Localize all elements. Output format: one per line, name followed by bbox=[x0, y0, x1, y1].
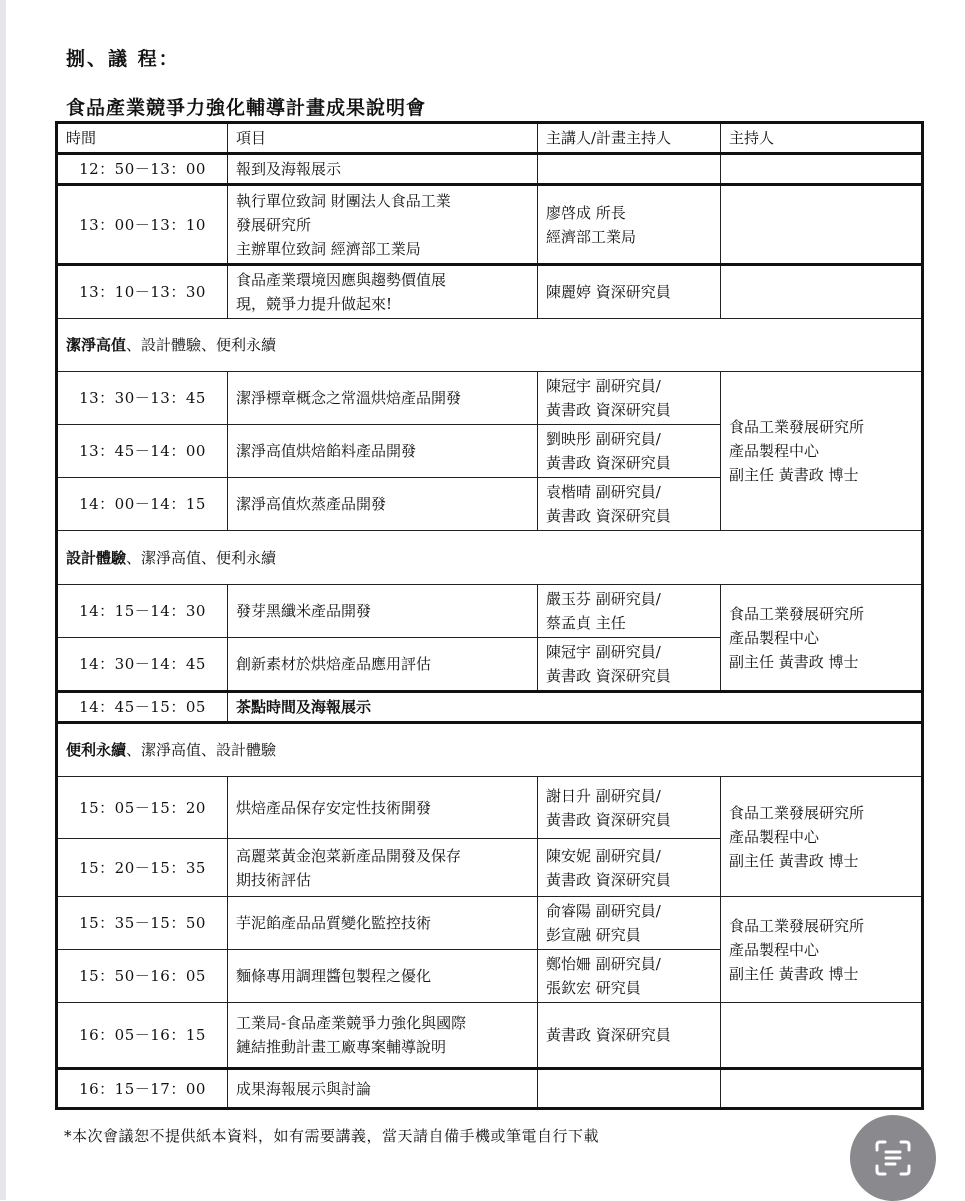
host-line: 副主任 黃書政 博士 bbox=[729, 964, 859, 983]
row-time: 13：30－13：45 bbox=[57, 372, 228, 425]
speaker-line: 鄭怡姍 副研究員/ bbox=[546, 955, 661, 973]
table-row bbox=[57, 372, 923, 425]
section-row-sustainability bbox=[57, 723, 923, 777]
host-line: 副主任 黃書政 博士 bbox=[729, 851, 859, 870]
row-speaker bbox=[538, 154, 721, 185]
row-time: 13：45－14：00 bbox=[57, 425, 228, 478]
section-label bbox=[57, 723, 923, 777]
section-row-clean-value bbox=[57, 319, 923, 372]
row-time: 12：50－13：00 bbox=[57, 154, 228, 185]
table-row bbox=[57, 777, 923, 839]
row-time: 14：15－14：30 bbox=[57, 585, 228, 638]
item-line: 食品產業環境因應與趨勢價值展 bbox=[236, 271, 447, 289]
speaker-line: 陳冠宇 副研究員/ bbox=[546, 643, 661, 661]
row-item: 報到及海報展示 bbox=[228, 154, 538, 185]
host-line: 產品製程中心 bbox=[729, 940, 820, 959]
speaker-line: 袁楷晴 副研究員/ bbox=[546, 483, 661, 501]
section-label-rest: 、潔淨高值、便利永續 bbox=[126, 548, 277, 567]
row-item bbox=[228, 265, 538, 319]
row-host bbox=[721, 777, 923, 897]
agenda-table bbox=[55, 121, 924, 1110]
row-time: 14：45－15：05 bbox=[57, 692, 228, 723]
row-host bbox=[721, 154, 923, 185]
section-label-strong: 便利永續 bbox=[66, 741, 127, 759]
row-speaker bbox=[538, 1069, 721, 1109]
item-line: 發展研究所 bbox=[236, 215, 312, 234]
table-row bbox=[57, 154, 923, 185]
row-speaker bbox=[538, 425, 721, 478]
row-speaker: 陳麗婷 資深研究員 bbox=[538, 265, 721, 319]
row-speaker bbox=[538, 638, 721, 692]
host-line: 產品製程中心 bbox=[729, 628, 820, 647]
row-item: 創新素材於烘焙產品應用評估 bbox=[228, 638, 538, 692]
row-speaker bbox=[538, 372, 721, 425]
row-speaker bbox=[538, 897, 721, 950]
header-item: 項目 bbox=[228, 123, 538, 154]
speaker-line: 陳冠宇 副研究員/ bbox=[546, 377, 661, 395]
row-host bbox=[721, 265, 923, 319]
final-row bbox=[57, 1069, 923, 1109]
speaker-line: 經濟部工業局 bbox=[546, 227, 637, 246]
speaker-line: 黃書政 資深研究員 bbox=[546, 401, 671, 419]
row-host bbox=[721, 897, 923, 1003]
section-label-strong: 設計體驗 bbox=[66, 548, 127, 567]
row-time: 15：35－15：50 bbox=[57, 897, 228, 950]
row-item: 成果海報展示與討論 bbox=[228, 1069, 538, 1109]
row-speaker bbox=[538, 950, 721, 1003]
break-row bbox=[57, 692, 923, 723]
item-line: 高麗菜黃金泡菜新產品開發及保存 bbox=[236, 846, 462, 865]
row-item bbox=[228, 839, 538, 897]
item-line: 工業局-食品產業競爭力強化與國際 bbox=[236, 1014, 467, 1032]
speaker-line: 黃書政 資深研究員 bbox=[546, 454, 671, 472]
host-line: 食品工業發展研究所 bbox=[729, 418, 865, 436]
speaker-line: 黃書政 資深研究員 bbox=[546, 870, 671, 889]
table-row bbox=[57, 897, 923, 950]
row-speaker: 黃書政 資深研究員 bbox=[538, 1003, 721, 1069]
speaker-line: 蔡孟貞 主任 bbox=[546, 614, 626, 632]
table-row bbox=[57, 1003, 923, 1069]
row-item bbox=[228, 1003, 538, 1069]
speaker-line: 黃書政 資深研究員 bbox=[546, 507, 671, 525]
row-time: 16：05－16：15 bbox=[57, 1003, 228, 1069]
document-title: 食品產業競爭力強化輔導計畫成果說明會 bbox=[66, 97, 427, 119]
section-heading: 捌、議 程： bbox=[66, 48, 180, 70]
table-header-row bbox=[57, 123, 923, 154]
table-row bbox=[57, 185, 923, 265]
speaker-line: 張欽宏 研究員 bbox=[546, 979, 641, 997]
row-host bbox=[721, 185, 923, 265]
row-host bbox=[721, 585, 923, 692]
scan-document-icon bbox=[873, 1138, 913, 1178]
item-line: 主辦單位致詞 經濟部工業局 bbox=[236, 239, 421, 258]
speaker-line: 廖啓成 所長 bbox=[546, 203, 626, 222]
row-speaker bbox=[538, 839, 721, 897]
row-item: 芋泥餡產品品質變化監控技術 bbox=[228, 897, 538, 950]
row-host bbox=[721, 1003, 923, 1069]
row-speaker bbox=[538, 777, 721, 839]
host-line: 食品工業發展研究所 bbox=[729, 803, 865, 822]
host-line: 食品工業發展研究所 bbox=[729, 916, 865, 935]
row-time: 16：15－17：00 bbox=[57, 1069, 228, 1109]
item-line: 鏈結推動計畫工廠專案輔導說明 bbox=[236, 1038, 447, 1056]
item-line: 期技術評估 bbox=[236, 870, 312, 889]
speaker-line: 嚴玉芬 副研究員/ bbox=[546, 590, 661, 608]
host-line: 副主任 黃書政 博士 bbox=[729, 652, 859, 671]
section-row-design-experience bbox=[57, 531, 923, 585]
footnote: *本次會議恕不提供紙本資料，如有需要講義，當天請自備手機或筆電自行下載 bbox=[64, 1127, 600, 1145]
row-host bbox=[721, 372, 923, 531]
section-label-rest: 、設計體驗、便利永續 bbox=[126, 336, 277, 354]
scan-button[interactable] bbox=[850, 1115, 936, 1201]
row-item: 潔淨標章概念之常溫烘焙產品開發 bbox=[228, 372, 538, 425]
speaker-line: 劉映彤 副研究員/ bbox=[546, 430, 661, 448]
section-label bbox=[57, 319, 923, 372]
row-item: 潔淨高值炊蒸產品開發 bbox=[228, 478, 538, 531]
header-host: 主持人 bbox=[721, 123, 923, 154]
host-line: 產品製程中心 bbox=[729, 442, 820, 460]
speaker-line: 彭宣融 研究員 bbox=[546, 926, 641, 944]
host-line: 食品工業發展研究所 bbox=[729, 604, 865, 623]
row-item: 潔淨高值烘焙餡料產品開發 bbox=[228, 425, 538, 478]
row-speaker bbox=[538, 478, 721, 531]
host-line: 產品製程中心 bbox=[729, 827, 820, 846]
section-label bbox=[57, 531, 923, 585]
row-item: 發芽黑纖米產品開發 bbox=[228, 585, 538, 638]
header-speaker: 主講人/計畫主持人 bbox=[538, 123, 721, 154]
row-time: 15：05－15：20 bbox=[57, 777, 228, 839]
table-row bbox=[57, 585, 923, 638]
row-host bbox=[721, 1069, 923, 1109]
host-line: 副主任 黃書政 博士 bbox=[729, 466, 859, 484]
row-time: 14：00－14：15 bbox=[57, 478, 228, 531]
row-item bbox=[228, 185, 538, 265]
speaker-line: 謝日升 副研究員/ bbox=[546, 786, 661, 805]
row-time: 15：50－16：05 bbox=[57, 950, 228, 1003]
row-item: 麵條專用調理醬包製程之優化 bbox=[228, 950, 538, 1003]
row-item: 茶點時間及海報展示 bbox=[228, 692, 923, 723]
row-speaker bbox=[538, 585, 721, 638]
page-edge bbox=[0, 0, 6, 1200]
speaker-line: 俞睿陽 副研究員/ bbox=[546, 902, 661, 920]
speaker-line: 陳安妮 副研究員/ bbox=[546, 846, 661, 865]
row-time: 14：30－14：45 bbox=[57, 638, 228, 692]
section-label-strong: 潔淨高值 bbox=[66, 336, 127, 354]
section-label-rest: 、潔淨高值、設計體驗 bbox=[126, 741, 277, 759]
row-time: 15：20－15：35 bbox=[57, 839, 228, 897]
row-time: 13：00－13：10 bbox=[57, 185, 228, 265]
item-line: 執行單位致詞 財團法人食品工業 bbox=[236, 191, 451, 210]
speaker-line: 黃書政 資深研究員 bbox=[546, 810, 671, 829]
table-row bbox=[57, 265, 923, 319]
row-time: 13：10－13：30 bbox=[57, 265, 228, 319]
speaker-line: 黃書政 資深研究員 bbox=[546, 667, 671, 685]
header-time: 時間 bbox=[57, 123, 228, 154]
row-speaker bbox=[538, 185, 721, 265]
row-item: 烘焙產品保存安定性技術開發 bbox=[228, 777, 538, 839]
item-line: 現，競爭力提升做起來! bbox=[236, 295, 393, 313]
